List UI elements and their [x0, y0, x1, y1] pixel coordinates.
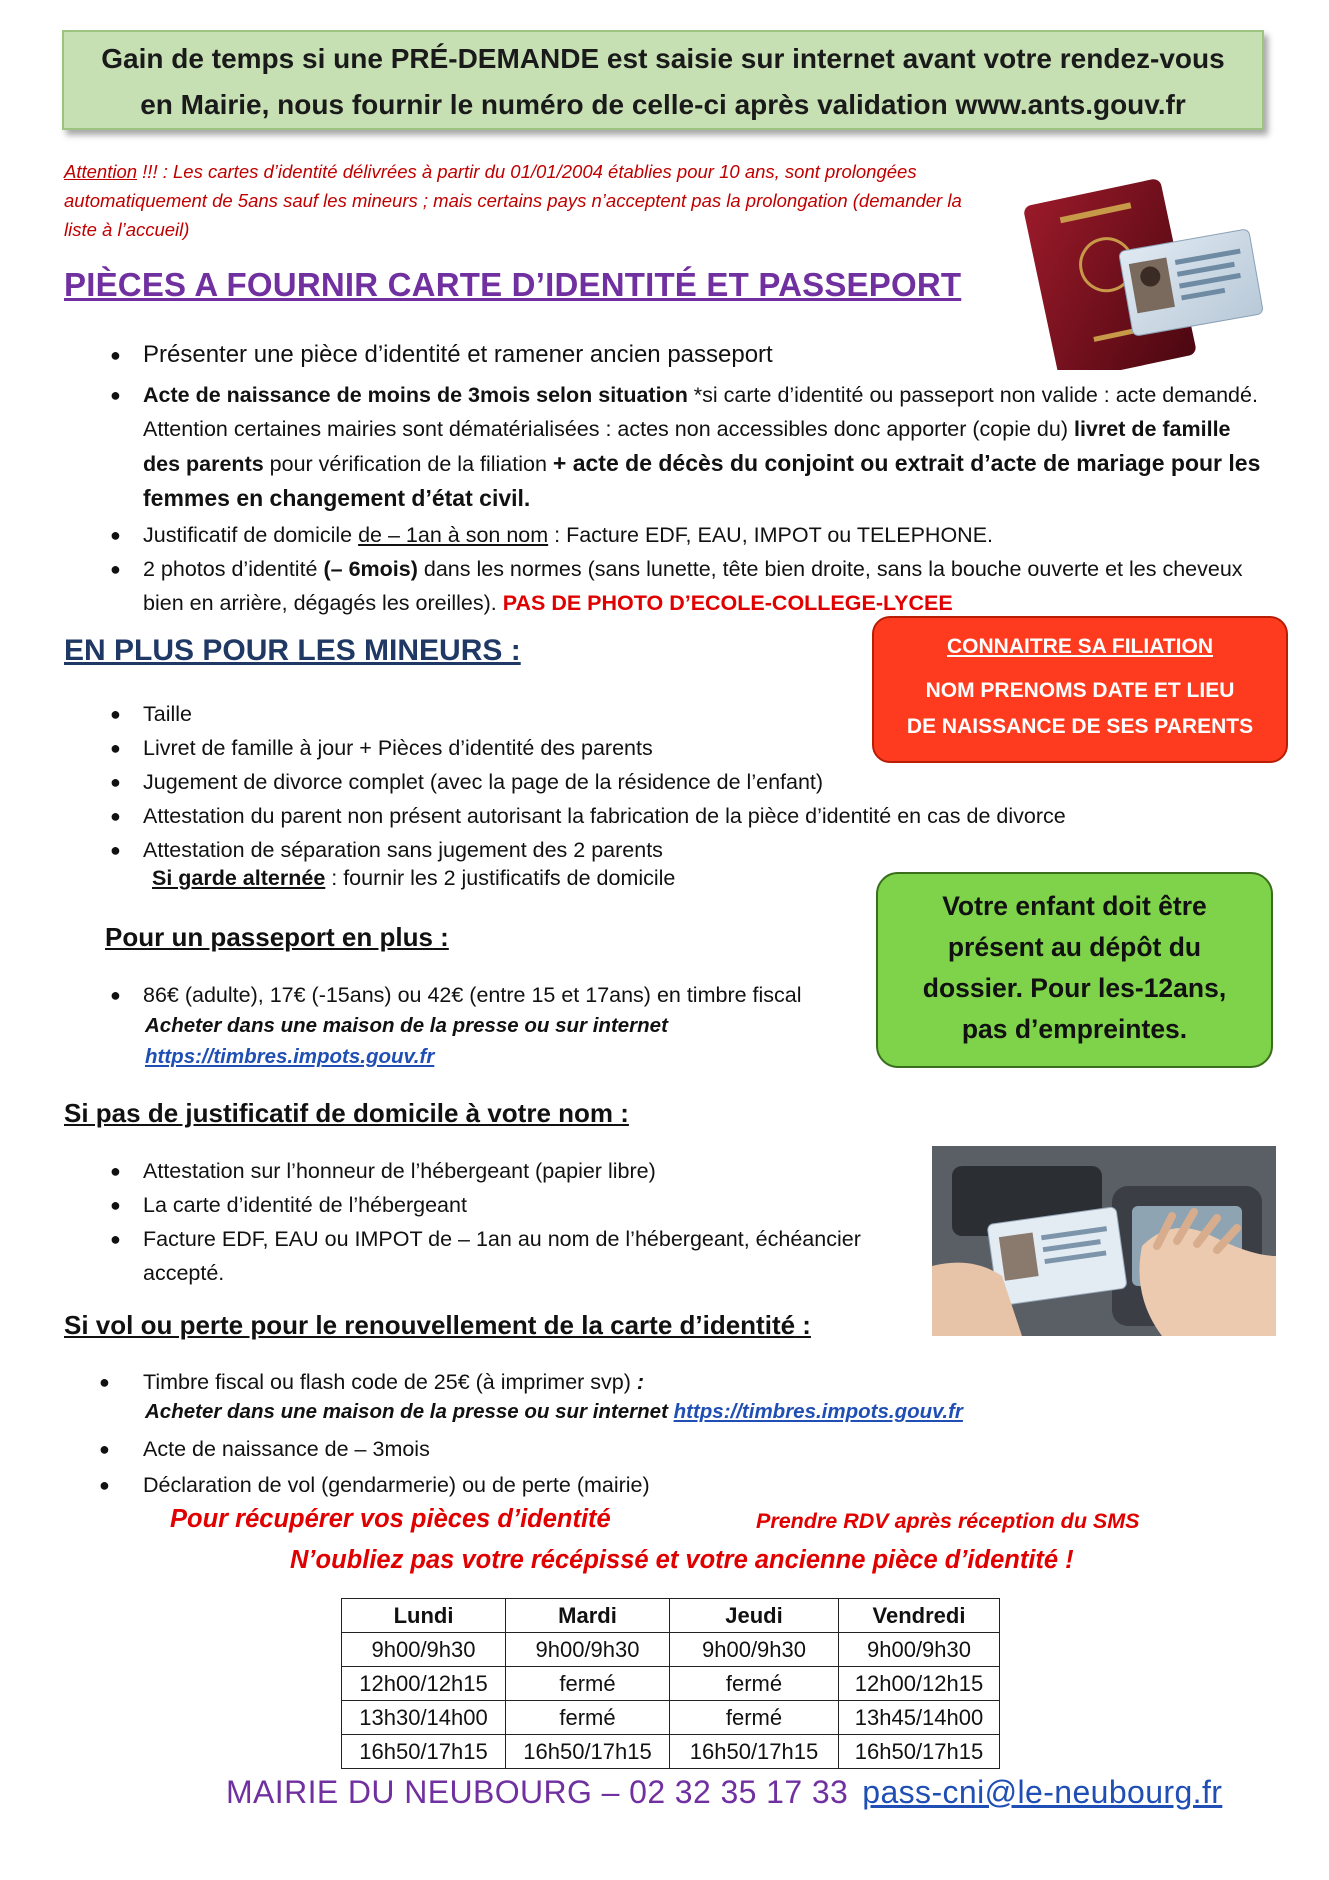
- list-item-text: Attestation de séparation sans jugement des 2 parents: [143, 838, 663, 862]
- table-cell: 16h50/17h15: [342, 1735, 506, 1769]
- list-item-colon: :: [636, 1370, 645, 1394]
- list-item: [64, 1365, 1214, 1399]
- filiation-box-title: CONNAITRE SA FILIATION: [947, 635, 1213, 658]
- list-item-bold: Acte de naissance de moins de 3mois selon situation: [143, 383, 688, 407]
- table-header-cell: Vendredi: [839, 1599, 1000, 1633]
- list-item-text: Acte de naissance de – 3mois: [143, 1437, 430, 1461]
- table-cell: 16h50/17h15: [670, 1735, 839, 1769]
- bullet-icon: ●: [110, 1195, 121, 1215]
- list-item-red: PAS DE PHOTO D’ECOLE-COLLEGE-LYCEE: [502, 591, 953, 615]
- mairie-footer: [226, 1774, 1222, 1811]
- list-item: [64, 1154, 924, 1188]
- passport-heading: [105, 922, 449, 953]
- list-item: [64, 1468, 1214, 1502]
- bullet-icon: ●: [99, 1439, 110, 1459]
- child-box-line: pas d’empreintes.: [961, 1014, 1188, 1044]
- bullet-icon: ●: [110, 772, 121, 792]
- child-box-line: présent au dépôt du: [947, 932, 1202, 962]
- list-item-text: Taille: [143, 702, 192, 726]
- minors-heading: EN PLUS POUR LES MINEURS :: [64, 634, 521, 667]
- email-link[interactable]: pass-cni@le-neubourg.fr: [862, 1774, 1223, 1810]
- table-cell: 13h30/14h00: [342, 1701, 506, 1735]
- table-cell: 9h00/9h30: [506, 1633, 670, 1667]
- bullet-icon: ●: [110, 345, 121, 365]
- list-item: [64, 765, 1214, 799]
- vol-buy-note: [145, 1400, 963, 1424]
- garde-alternee-text: : fournir les 2 justificatifs de domicile: [325, 866, 676, 890]
- list-item-text: Facture EDF, EAU ou IMPOT de – 1an au nom de l’hébergeant, échéancier accepté.: [143, 1227, 861, 1285]
- rdv-note: Prendre RDV après réception du SMS: [756, 1509, 1140, 1533]
- vol-buy-text: Acheter dans une maison de la presse ou sur internet: [145, 1400, 674, 1423]
- child-box-line: Votre enfant doit être: [942, 891, 1207, 921]
- banner-line-2: en Mairie, nous fournir le numéro de celle-ci après validation www.ants.gouv.fr: [140, 89, 1186, 120]
- opening-hours-table: [341, 1598, 1000, 1769]
- list-item-text: : Facture EDF, EAU, IMPOT ou TELEPHONE.: [548, 523, 994, 547]
- bullet-icon: ●: [110, 738, 121, 758]
- table-cell: 13h45/14h00: [839, 1701, 1000, 1735]
- bullet-icon: ●: [99, 1475, 110, 1495]
- list-item-bold: + acte de décès du conjoint ou extrait d’acte de mariage pour les femmes en changement d’état civil.: [143, 450, 1261, 511]
- table-header-row: [342, 1599, 1000, 1633]
- passport-buy-note: Acheter dans une maison de la presse ou sur internet: [145, 1014, 668, 1037]
- vol-perte-heading-colon: :: [795, 1310, 811, 1340]
- main-heading: PIÈCES A FOURNIR CARTE D’IDENTITÉ ET PASSEPORT: [64, 266, 962, 303]
- attention-text: !!! : Les cartes d’identité délivrées à partir du 01/01/2004 établies pour 10 ans, sont prolongées automatiquement de 5ans sauf les mineurs ; mais certains pays n’acceptent pas la prolongation (demander la liste à l’accueil): [64, 161, 962, 240]
- bullet-icon: ●: [99, 1372, 110, 1392]
- list-item: [64, 518, 1264, 552]
- table-cell: 12h00/12h15: [839, 1667, 1000, 1701]
- list-item-text: Attestation sur l’honneur de l’hébergeant (papier libre): [143, 1159, 656, 1183]
- table-row: [342, 1633, 1000, 1667]
- domicile-heading: [64, 1098, 629, 1129]
- list-item-text: La carte d’identité de l’hébergeant: [143, 1193, 467, 1217]
- garde-alternee-note: [152, 866, 675, 891]
- passport-heading-text: Pour un passeport en plus: [105, 922, 433, 952]
- list-item-text: Attestation du parent non présent autorisant la fabrication de la pièce d’identité en cas de divorce: [143, 804, 1066, 828]
- list-item-text: Jugement de divorce complet (avec la page de la résidence de l’enfant): [143, 770, 824, 794]
- fingerprint-scanner-icon: [932, 1146, 1276, 1336]
- table-cell: fermé: [506, 1701, 670, 1735]
- table-cell: 12h00/12h15: [342, 1667, 506, 1701]
- bullet-icon: ●: [110, 840, 121, 860]
- domicile-heading-colon: :: [613, 1098, 629, 1128]
- list-item: [64, 336, 1264, 374]
- list-item: [64, 799, 1214, 833]
- list-item-text: Justificatif de domicile: [143, 523, 359, 547]
- list-item-text: *si carte d’identité ou passeport non valide : acte demandé. Attention certaines mairies sont dématérialisées : actes non accessibles donc apporter (copie du): [143, 383, 1258, 441]
- list-item-text: Déclaration de vol (gendarmerie) ou de perte (mairie): [143, 1473, 650, 1497]
- passport-stamp-link[interactable]: https://timbres.impots.gouv.fr: [145, 1045, 435, 1068]
- list-item: [64, 1432, 1214, 1466]
- table-header-cell: Mardi: [506, 1599, 670, 1633]
- table-row: [342, 1735, 1000, 1769]
- list-item: [64, 1188, 924, 1222]
- minors-list: [64, 697, 1214, 867]
- bullet-icon: ●: [110, 385, 121, 405]
- table-cell: 16h50/17h15: [839, 1735, 1000, 1769]
- banner-line-1: Gain de temps si une PRÉ-DEMANDE est saisie sur internet avant votre rendez-vous: [101, 43, 1225, 74]
- list-item: [64, 552, 1264, 620]
- list-item-bold: (– 6mois): [323, 557, 418, 581]
- garde-alternee-label: Si garde alternée: [152, 866, 326, 890]
- main-requirements-list: [64, 336, 1264, 620]
- table-cell: 9h00/9h30: [670, 1633, 839, 1667]
- list-item-text: 86€ (adulte), 17€ (-15ans) ou 42€ (entre 15 et 17ans) en timbre fiscal: [143, 983, 802, 1007]
- attention-label: Attention: [64, 161, 138, 182]
- table-row: [342, 1701, 1000, 1735]
- list-item-bold: livret de famille des parents: [143, 417, 1231, 476]
- list-item: [64, 978, 884, 1012]
- filiation-box-line: NOM PRENOMS DATE ET LIEU: [925, 679, 1235, 702]
- list-item-text: dans les normes (sans lunette, tête bien droite, sans la bouche ouverte et les cheveux bien en arrière, dégagés les oreilles).: [143, 557, 1243, 615]
- list-item: [64, 833, 1214, 867]
- pickup-title: Pour récupérer vos pièces d’identité: [170, 1505, 611, 1533]
- child-box-line: dossier. Pour les-12ans,: [922, 973, 1227, 1003]
- bullet-icon: ●: [110, 985, 121, 1005]
- table-header-cell: Lundi: [342, 1599, 506, 1633]
- bullet-icon: ●: [110, 559, 121, 579]
- filiation-box-line: DE NAISSANCE DE SES PARENTS: [906, 715, 1254, 738]
- table-cell: 16h50/17h15: [506, 1735, 670, 1769]
- attention-note: [64, 157, 964, 244]
- table-header-cell: Jeudi: [670, 1599, 839, 1633]
- table-row: [342, 1667, 1000, 1701]
- list-item: [64, 1222, 924, 1290]
- bullet-icon: ●: [110, 525, 121, 545]
- bullet-icon: ●: [110, 704, 121, 724]
- list-item: [64, 731, 1214, 765]
- list-item-text: 2 photos d’identité: [143, 557, 324, 581]
- list-item: [64, 697, 1214, 731]
- mairie-contact: MAIRIE DU NEUBOURG – 02 32 35 17 33: [226, 1774, 849, 1810]
- fingerprint-photo: [932, 1146, 1276, 1336]
- table-cell: fermé: [670, 1667, 839, 1701]
- list-item-text: Livret de famille à jour + Pièces d’identité des parents: [143, 736, 653, 760]
- bullet-icon: ●: [110, 1161, 121, 1181]
- list-item-text: Présenter une pièce d’identité et ramener ancien passeport: [143, 341, 773, 368]
- bullet-icon: ●: [110, 1229, 121, 1249]
- receipt-reminder: N’oubliez pas votre récépissé et votre ancienne pièce d’identité !: [290, 1546, 1074, 1574]
- domicile-list: [64, 1154, 924, 1290]
- passport-heading-colon: :: [432, 922, 449, 952]
- table-cell: 9h00/9h30: [342, 1633, 506, 1667]
- table-cell: 9h00/9h30: [839, 1633, 1000, 1667]
- list-item-text: Timbre fiscal ou flash code de 25€ (à imprimer svp): [143, 1370, 637, 1394]
- vol-perte-list: [64, 1365, 1214, 1399]
- list-item-text: pour vérification de la filiation: [263, 452, 553, 476]
- vol-stamp-link[interactable]: https://timbres.impots.gouv.fr: [673, 1400, 963, 1423]
- list-item-underlined: de – 1an à son nom: [358, 523, 549, 547]
- table-cell: fermé: [670, 1701, 839, 1735]
- vol-perte-list-cont: [64, 1432, 1214, 1502]
- bullet-icon: ●: [110, 806, 121, 826]
- vol-perte-heading-text: Si vol ou perte pour le renouvellement de la carte d’identité: [64, 1310, 796, 1340]
- table-cell: fermé: [506, 1667, 670, 1701]
- child-presence-box: [876, 872, 1273, 1068]
- pre-demande-banner: [62, 30, 1264, 130]
- domicile-heading-text: Si pas de justificatif de domicile à votre nom: [64, 1098, 614, 1128]
- passport-list: [64, 978, 884, 1012]
- list-item: [64, 378, 1264, 516]
- vol-perte-heading: [64, 1310, 811, 1341]
